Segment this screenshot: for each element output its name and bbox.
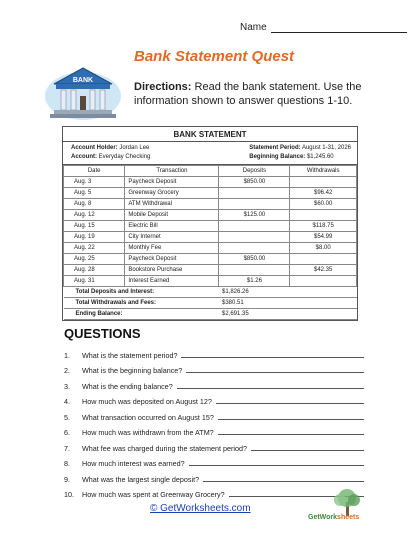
statement-info-left — [71, 144, 150, 162]
total-deposits-row: Total Deposits and Interest: $1,826.26 — [64, 287, 357, 298]
question-item: 10. How much was spent at Greenway Grocery? — [64, 484, 364, 500]
statement-info-right — [249, 144, 351, 162]
name-label: Name — [240, 22, 267, 33]
answer-line[interactable] — [216, 403, 364, 404]
account-holder: Account Holder: Jordan Lee — [71, 145, 150, 151]
question-item: 7. What fee was charged during the statement period? — [64, 437, 364, 453]
beginning-balance: Beginning Balance: $1,245.60 — [249, 154, 334, 160]
column-header-transaction: Transaction — [125, 166, 219, 177]
answer-line[interactable] — [203, 481, 364, 482]
answer-line[interactable] — [218, 434, 364, 435]
bank-icon-label: BANK — [72, 77, 94, 84]
answer-line[interactable] — [189, 465, 364, 466]
name-blank-line[interactable] — [271, 23, 407, 33]
statement-info — [63, 142, 357, 165]
answer-line[interactable] — [218, 419, 364, 420]
total-withdrawals-row: Total Withdrawals and Fees: $380.51 — [64, 298, 357, 309]
question-item: 4. How much was deposited on August 12? — [64, 391, 364, 407]
table-row: Aug. 31 Interest Earned $1.26 — [64, 276, 357, 287]
table-row: Aug. 5 Greenway Grocery $96.42 — [64, 188, 357, 199]
question-item: 2. What is the beginning balance? — [64, 360, 364, 376]
questions-list — [64, 344, 364, 499]
statement-title: BANK STATEMENT — [63, 127, 357, 142]
answer-line[interactable] — [181, 357, 364, 358]
ending-balance-row: Ending Balance: $2,691.35 — [64, 309, 357, 320]
column-header-withdrawals: Withdrawals — [290, 166, 357, 177]
logo-text: GetWorksheets — [308, 514, 360, 521]
answer-line[interactable] — [177, 388, 364, 389]
account-type: Account: Everyday Checking — [71, 154, 151, 160]
copyright-link[interactable]: © GetWorksheets.com — [150, 503, 251, 514]
question-item: 6. How much was withdrawn from the ATM? — [64, 422, 364, 438]
answer-line[interactable] — [251, 450, 364, 451]
transactions-table — [63, 165, 357, 320]
table-row: Aug. 3 Paycheck Deposit $850.00 — [64, 177, 357, 188]
table-row: Aug. 22 Monthly Fee $8.00 — [64, 243, 357, 254]
bank-statement — [62, 126, 358, 321]
table-row: Aug. 12 Mobile Deposit $125.00 — [64, 210, 357, 221]
question-item: 9. What was the largest single deposit? — [64, 468, 364, 484]
bank-building-icon — [44, 62, 122, 122]
question-item: 3. What is the ending balance? — [64, 375, 364, 391]
question-item: 8. How much interest was earned? — [64, 453, 364, 469]
column-header-deposits: Deposits — [219, 166, 290, 177]
table-row: Aug. 19 City Internet $54.99 — [64, 232, 357, 243]
name-field — [240, 22, 407, 33]
column-header-date: Date — [64, 166, 125, 177]
table-row: Aug. 15 Electric Bill $118.75 — [64, 221, 357, 232]
table-header-row — [64, 166, 357, 177]
question-item: 5. What transaction occurred on August 15? — [64, 406, 364, 422]
directions-text: Read the bank statement. Use the information shown to answer questions 1-10. — [134, 81, 362, 107]
directions — [134, 80, 374, 108]
statement-period: Statement Period: August 1-31, 2026 — [249, 145, 351, 151]
worksheet-title: Bank Statement Quest — [134, 48, 295, 65]
table-row: Aug. 28 Bookstore Purchase $42.35 — [64, 265, 357, 276]
questions-heading: QUESTIONS — [64, 326, 141, 341]
table-row: Aug. 25 Paycheck Deposit $850.00 — [64, 254, 357, 265]
directions-label: Directions: — [134, 81, 192, 93]
question-item: 1. What is the statement period? — [64, 344, 364, 360]
answer-line[interactable] — [186, 372, 364, 373]
table-row: Aug. 8 ATM Withdrawal $60.00 — [64, 199, 357, 210]
